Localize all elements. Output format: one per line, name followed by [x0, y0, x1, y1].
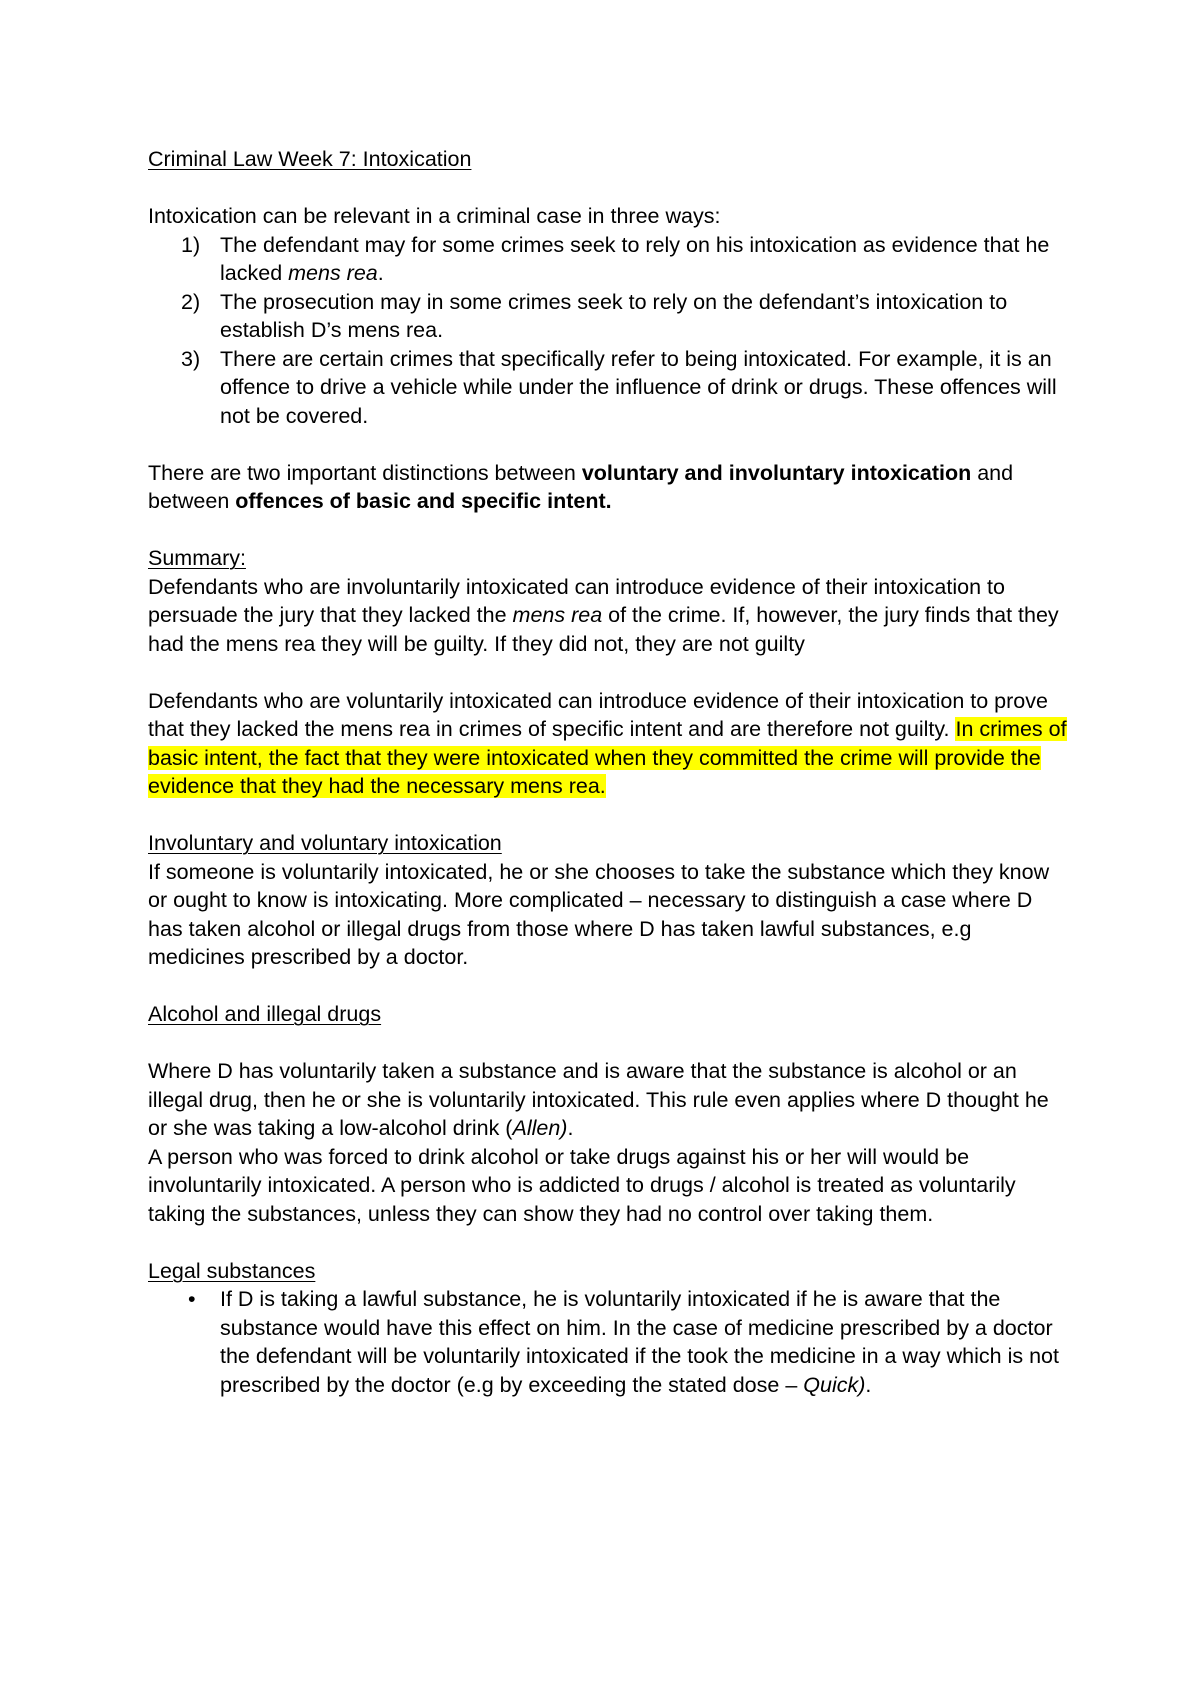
page-title-text: Criminal Law Week 7: Intoxication	[148, 147, 472, 171]
list-item	[148, 288, 1070, 345]
legal-item-text-end: .	[865, 1372, 872, 1397]
list-item-text: The prosecution may in some crimes seek to rely on the defendant’s intoxication to establish D’s mens rea.	[220, 289, 1008, 342]
alcohol-p1-text: Where D has voluntarily taken a substance and is aware that the substance is alcohol or an illegal drug, then he or she is voluntarily intoxicated. This rule even applies where D thought he or she was taking a low-alcohol drink (	[148, 1059, 1049, 1140]
list-item-text: There are certain crimes that specifically refer to being intoxicated. For example, it is an offence to drive a vehicle while under the influence of drink or drugs. These offences will not be covered.	[220, 346, 1057, 428]
spacer	[148, 801, 1070, 830]
list-item	[148, 231, 1070, 288]
alcohol-paragraph-2: A person who was forced to drink alcohol or take drugs against his or her will would be involuntarily intoxicated. A person who is addicted to drugs / alcohol is treated as voluntarily taking the substances, unless they can show they had no control over taking them.	[148, 1144, 1016, 1226]
page-title	[148, 145, 1070, 174]
intro-lead: Intoxication can be relevant in a criminal case in three ways:	[148, 204, 721, 228]
summary-paragraph-2	[148, 687, 1070, 801]
spacer	[148, 1029, 1070, 1058]
summary-p2-text: Defendants who are voluntarily intoxicated can introduce evidence of their intoxication to prove that they lacked the mens rea in crimes of specific intent and are therefore not guilty.	[148, 688, 1048, 741]
legal-item-text: If D is taking a lawful substance, he is voluntarily intoxicated if he is aware that the substance would have this effect on him. In the case of medicine prescribed by a doctor the defendant will be voluntarily intoxicated if the took the medicine in a way which is not prescribed by the doctor (e.g by exceeding the stated dose –	[220, 1287, 1059, 1397]
spacer	[148, 430, 1070, 459]
spacer	[148, 658, 1070, 687]
alcohol-p1-italic: Allen)	[512, 1116, 568, 1140]
distinctions-text-mid: and between	[148, 460, 1014, 513]
legal-item-italic: Quick)	[803, 1372, 866, 1397]
spacer	[148, 1228, 1070, 1257]
distinctions-paragraph	[148, 459, 1070, 516]
spacer	[148, 972, 1070, 1001]
summary-p1-text: Defendants who are involuntarily intoxicated can introduce evidence of their intoxication to persuade the jury that they lacked the	[148, 574, 1005, 627]
involuntary-heading-text: Involuntary and voluntary intoxication	[148, 831, 502, 855]
list-item	[148, 1285, 1070, 1399]
summary-p1-text-end: of the crime. If, however, the jury finds that they had the mens rea they will be guilty. If they did not, they are not guilty	[148, 603, 1059, 656]
spacer	[148, 516, 1070, 545]
distinctions-bold-intent: offences of basic and specific intent.	[235, 489, 612, 513]
alcohol-paragraph-1	[148, 1057, 1070, 1143]
highlighted-text: In crimes of basic intent, the fact that they were intoxicated when they committed the crime will provide the evidence that they had the necessary mens rea.	[148, 717, 1067, 798]
intro-list	[148, 231, 1070, 431]
involuntary-heading	[148, 829, 1070, 858]
summary-p1-italic: mens rea	[512, 603, 603, 627]
legal-heading	[148, 1257, 1070, 1286]
list-item	[148, 345, 1070, 431]
list-item-text: The defendant may for some crimes seek to rely on his intoxication as evidence that he lacked	[220, 232, 1050, 285]
legal-list	[148, 1285, 1070, 1399]
alcohol-heading-text: Alcohol and illegal drugs	[148, 1002, 382, 1026]
list-marker: 1)	[181, 232, 201, 257]
alcohol-p1-text-end: .	[567, 1116, 574, 1140]
summary-paragraph-1	[148, 573, 1070, 659]
alcohol-heading	[148, 1000, 1070, 1029]
distinctions-bold-voluntary: voluntary and involuntary intoxication	[581, 460, 972, 485]
list-marker: 2)	[181, 289, 201, 314]
legal-heading-text: Legal substances	[148, 1258, 316, 1283]
list-item-text-end: .	[377, 261, 384, 285]
spacer	[148, 174, 1070, 203]
summary-heading-text: Summary:	[148, 546, 246, 570]
distinctions-text: There are two important distinctions between	[148, 460, 582, 485]
summary-heading	[148, 544, 1070, 573]
involuntary-paragraph: If someone is voluntarily intoxicated, he or she chooses to take the substance which they know or ought to know is intoxicating. More complicated – necessary to distinguish a case where D has taken alcohol or illegal drugs from those where D has taken lawful substances, e.g medicines prescribed by a doctor.	[148, 859, 1050, 969]
bullet-icon: •	[188, 1287, 196, 1311]
list-marker: 3)	[181, 346, 201, 371]
list-item-italic: mens rea	[288, 261, 378, 285]
